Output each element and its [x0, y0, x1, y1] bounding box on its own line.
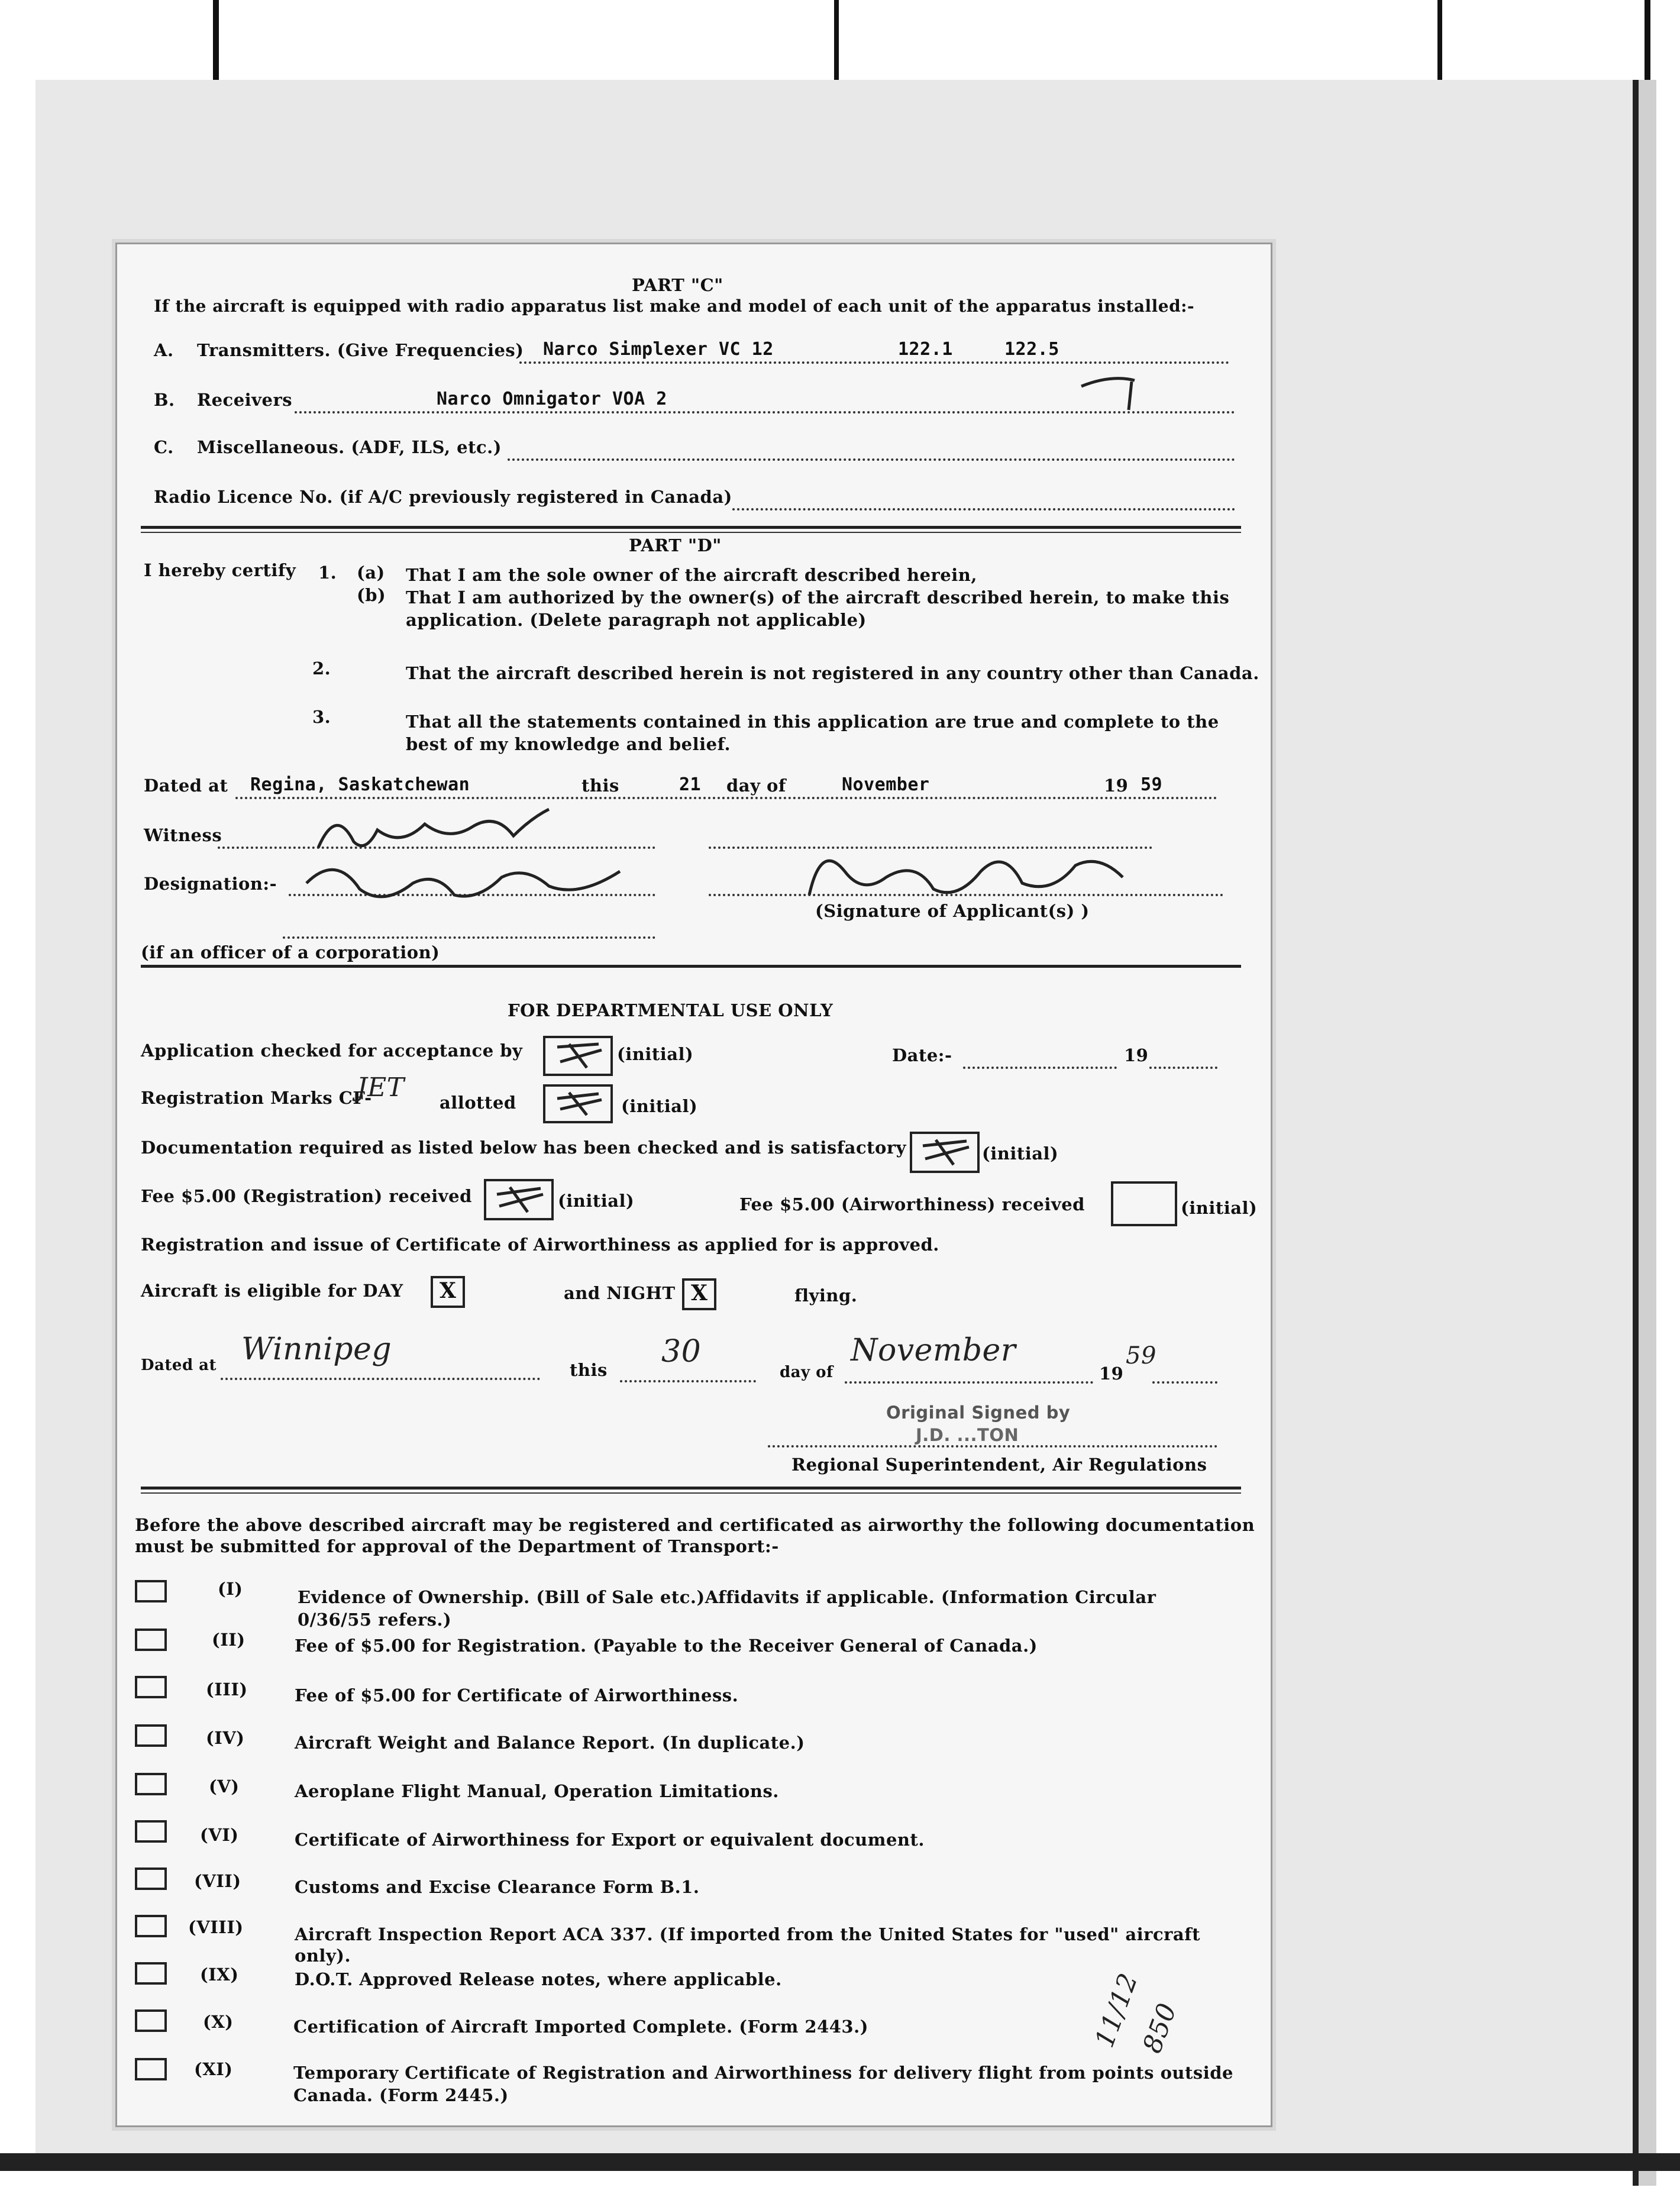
scan-bottom-edge: [0, 2153, 1680, 2171]
doc-item-number: (II): [212, 1630, 245, 1650]
dated-at-2-label: Dated at: [141, 1356, 217, 1374]
section-divider: [141, 526, 1241, 529]
initial-label: (initial): [621, 1096, 698, 1116]
doc-item-number: (V): [209, 1776, 240, 1797]
transmitters-label: Transmitters. (Give Frequencies): [197, 340, 524, 360]
doc-item-text: Evidence of Ownership. (Bill of Sale etc.)Affidavits if applicable. (Information Circular: [298, 1587, 1156, 1607]
radio-licence-label: Radio Licence No. (if A/C previously registered in Canada): [154, 487, 732, 507]
doc-item-text: Aeroplane Flight Manual, Operation Limitations.: [295, 1781, 779, 1801]
part-c-intro: If the aircraft is equipped with radio apparatus list make and model of each unit of the apparatus installed:-: [154, 296, 1195, 316]
allotted-label: allotted: [440, 1093, 516, 1113]
initial-box: [484, 1179, 554, 1220]
month-2: November: [851, 1333, 1016, 1368]
this-2-label: this: [570, 1360, 608, 1380]
checkbox-icon: [135, 1962, 167, 1985]
doc-item-number: (I): [218, 1579, 243, 1599]
part-c-heading: PART "C": [632, 275, 723, 295]
initial-box: [543, 1084, 613, 1123]
checkbox-icon: [135, 1773, 167, 1795]
transmitter-frequency-1: 122.1: [898, 339, 953, 360]
registration-marks-value: JET: [357, 1072, 405, 1103]
dated-at-label: Dated at: [144, 776, 228, 796]
frame-divider: [1437, 0, 1442, 80]
dotted-line: [283, 936, 655, 939]
day-checkbox: X: [431, 1276, 465, 1308]
dotted-line: [519, 361, 1229, 364]
initial-box: [543, 1036, 613, 1076]
year-2-suffix: 59: [1126, 1342, 1156, 1369]
fee-airworthiness-label: Fee $5.00 (Airworthiness) received: [739, 1194, 1085, 1214]
dotted-line: [963, 1067, 1117, 1069]
label-c: C.: [154, 437, 174, 457]
and-night-label: and NIGHT: [564, 1283, 676, 1303]
receivers-label: Receivers: [197, 390, 293, 410]
doc-item-text: D.O.T. Approved Release notes, where applicable.: [295, 1969, 782, 1989]
signature-of-applicant-caption: (Signature of Applicant(s) ): [815, 901, 1090, 921]
scan-edge: [1633, 80, 1656, 2186]
item-3-text-continued: best of my knowledge and belief.: [406, 734, 731, 754]
doc-item-number: (VIII): [188, 1917, 244, 1937]
transmitters-value: Narco Simplexer VC 12: [543, 339, 774, 360]
item-1b-text-continued: application. (Delete paragraph not applicable): [406, 610, 867, 630]
dotted-line: [1152, 1381, 1217, 1384]
initial-box: [910, 1132, 980, 1173]
doc-item-number: (VI): [200, 1825, 239, 1845]
day-of-label: day of: [726, 776, 786, 796]
doc-item-text: Aircraft Inspection Report ACA 337. (If imported from the United States for "used" aircraft: [295, 1924, 1201, 1944]
night-checkbox: X: [682, 1278, 716, 1310]
flying-label: flying.: [794, 1285, 858, 1306]
eligible-day-label: Aircraft is eligible for DAY: [141, 1281, 403, 1301]
checkbox-icon: [135, 1724, 167, 1747]
checkbox-icon: [135, 1629, 167, 1651]
doc-item-text: Customs and Excise Clearance Form B.1.: [295, 1877, 700, 1897]
initial-label: (initial): [1181, 1198, 1258, 1218]
margin-note-2: 850: [1137, 1999, 1183, 2057]
doc-item-text: Fee of $5.00 for Certificate of Airworthiness.: [295, 1685, 739, 1705]
doc-item-text-continued: only).: [295, 1946, 351, 1966]
day-2-number: 30: [661, 1334, 702, 1369]
dotted-line: [845, 1381, 1093, 1384]
part-d-heading: PART "D": [629, 535, 722, 555]
initial-label: (initial): [558, 1191, 635, 1211]
day-of-2-label: day of: [780, 1364, 833, 1381]
documentation-intro-1: Before the above described aircraft may be registered and certificated as airworthy the following documentation: [135, 1515, 1255, 1535]
item-3-number: 3.: [312, 707, 331, 727]
doc-item-text: Certificate of Airworthiness for Export or equivalent document.: [295, 1830, 925, 1850]
certify-label: I hereby certify: [144, 560, 296, 580]
witness-label: Witness: [144, 825, 222, 845]
item-1-number: 1.: [318, 563, 337, 583]
item-2-number: 2.: [312, 658, 331, 678]
doc-item-text: Fee of $5.00 for Registration. (Payable to the Receiver General of Canada.): [295, 1636, 1038, 1656]
documentation-intro-2: must be submitted for approval of the Department of Transport:-: [135, 1536, 779, 1556]
dotted-line: [620, 1380, 756, 1382]
top-frame: [213, 0, 1650, 80]
doc-item-number: (VII): [194, 1871, 241, 1891]
checked-label: Application checked for acceptance by: [141, 1041, 523, 1061]
section-divider: [141, 532, 1241, 533]
label-a: A.: [154, 340, 174, 360]
form-page: [115, 243, 1272, 2127]
frame-divider: [834, 0, 839, 80]
section-divider: [141, 965, 1241, 968]
doc-item-text-continued: Canada. (Form 2445.): [293, 2085, 509, 2105]
dotted-line: [732, 508, 1235, 511]
signature-stamp-line-2: J.D. ...TON: [916, 1425, 1019, 1445]
miscellaneous-label: Miscellaneous. (ADF, ILS, etc.): [197, 437, 502, 457]
item-1a-letter: (a): [357, 563, 385, 583]
item-1b-text: That I am authorized by the owner(s) of the aircraft described herein, to make this: [406, 587, 1230, 608]
day-number: 21: [679, 774, 702, 795]
label-b: B.: [154, 390, 175, 410]
dotted-line: [221, 1378, 540, 1380]
item-1b-letter: (b): [357, 585, 386, 605]
doc-item-number: (IV): [206, 1728, 245, 1748]
doc-item-text: Aircraft Weight and Balance Report. (In duplicate.): [295, 1733, 805, 1753]
item-2-text: That the aircraft described herein is not registered in any country other than Canada.: [406, 663, 1259, 683]
doc-item-text: Certification of Aircraft Imported Complete. (Form 2443.): [293, 2017, 868, 2037]
item-1a-text: That I am the sole owner of the aircraft described herein,: [406, 565, 977, 585]
doc-item-number: (III): [206, 1679, 248, 1699]
fee-registration-label: Fee $5.00 (Registration) received: [141, 1186, 472, 1206]
dotted-line: [1149, 1067, 1217, 1069]
receivers-value: Narco Omnigator VOA 2: [437, 389, 667, 409]
dated-place: Regina, Saskatchewan: [250, 774, 470, 795]
doc-item-number: (IX): [200, 1965, 239, 1985]
transmitter-frequency-2: 122.5: [1004, 339, 1059, 360]
section-divider: [141, 1492, 1241, 1494]
dotted-line: [508, 458, 1235, 461]
documentation-label: Documentation required as listed below has been checked and is satisfactory: [141, 1138, 906, 1158]
officer-note: (if an officer of a corporation): [141, 942, 440, 962]
date-label: Date:-: [892, 1045, 952, 1065]
signature-stamp-line-1: Original Signed by: [886, 1403, 1071, 1423]
checkbox-icon: [135, 1676, 167, 1698]
dated-place-2: Winnipeg: [241, 1332, 392, 1367]
item-3-text: That all the statements contained in this application are true and complete to the: [406, 712, 1219, 732]
doc-item-number: (X): [203, 2012, 234, 2032]
departmental-heading: FOR DEPARTMENTAL USE ONLY: [508, 1000, 833, 1020]
date-year-prefix: 19: [1124, 1045, 1149, 1065]
superintendent-caption: Regional Superintendent, Air Regulations: [791, 1455, 1207, 1475]
checkbox-icon: [135, 1820, 167, 1843]
doc-item-text: Temporary Certificate of Registration and Airworthiness for delivery flight from points outside: [293, 2063, 1233, 2083]
initial-label: (initial): [982, 1143, 1059, 1164]
approval-label: Registration and issue of Certificate of Airworthiness as applied for is approved.: [141, 1235, 939, 1255]
margin-note-1: 11/12: [1089, 1969, 1144, 2051]
checkbox-icon: [135, 2058, 167, 2080]
checkbox-icon: [135, 1580, 167, 1602]
year-prefix: 19: [1104, 776, 1129, 796]
checkbox-icon: [135, 2009, 167, 2032]
designation-label: Designation:-: [144, 874, 277, 894]
checkbox-icon: [135, 1867, 167, 1890]
initial-label: (initial): [617, 1044, 694, 1064]
initial-box: [1111, 1181, 1177, 1226]
section-divider: [141, 1487, 1241, 1490]
applicant-signature: [797, 836, 1129, 907]
doc-item-text-continued: 0/36/55 refers.): [298, 1610, 452, 1630]
designation-signature: [301, 842, 632, 913]
dotted-line: [768, 1445, 1217, 1448]
doc-item-number: (XI): [194, 2059, 233, 2079]
checkbox-icon: [135, 1915, 167, 1937]
month: November: [842, 774, 930, 795]
handwritten-mark: [1075, 369, 1146, 416]
this-label: this: [581, 776, 619, 796]
registration-marks-label: Registration Marks CF-: [141, 1088, 372, 1108]
year-suffix: 59: [1141, 774, 1163, 795]
year-2-prefix: 19: [1099, 1364, 1124, 1384]
